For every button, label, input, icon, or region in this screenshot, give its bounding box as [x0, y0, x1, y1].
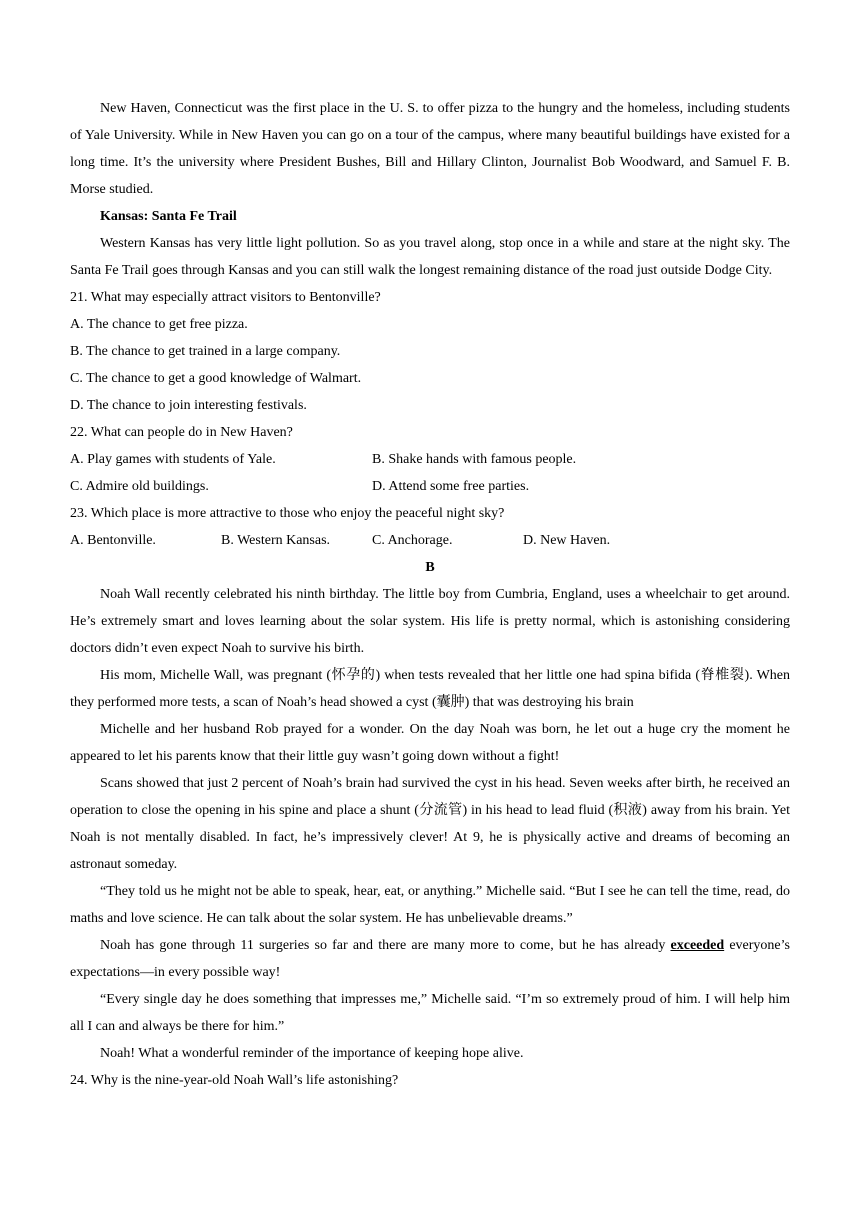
- paragraph-new-haven: New Haven, Connecticut was the first place in the U. S. to offer pizza to the hungry and the homeless, including students of Yale University. While in New Haven you can go on a tour of the campus, where many beautiful buildings have existed for a long time. It’s the university where President Bushes, Bill and Hillary Clinton, Journalist Bob Woodward, and Samuel F. B. Morse studied.: [70, 101, 790, 197]
- paragraph-b-3: Michelle and her husband Rob prayed for a wonder. On the day Noah was born, he let out a huge cry the moment he appeared to let his parents know that their little guy wasn’t going down without a fight!: [70, 722, 790, 764]
- question-22-option-d: D. Attend some free parties.: [372, 479, 530, 494]
- question-23-option-a: A. Bentonville.: [70, 533, 156, 548]
- question-21-option-a: A. The chance to get free pizza.: [70, 317, 248, 332]
- question-23-option-b: B. Western Kansas.: [221, 533, 331, 548]
- paragraph-b-8: Noah! What a wonderful reminder of the importance of keeping hope alive.: [100, 1046, 524, 1061]
- question-22-options-row-2: [70, 473, 790, 500]
- paragraph-b-2: His mom, Michelle Wall, was pregnant (怀孕的) when tests revealed that her little one had spina bifida (脊椎裂). When they performed more tests, a scan of Noah’s head showed a cyst (囊肿) that was destroying his brain: [70, 668, 790, 710]
- paragraph-b-7: “Every single day he does something that impresses me,” Michelle said. “I’m so extremely proud of him. I will help him all I can and always be there for him.”: [70, 992, 790, 1034]
- question-23-option-c: C. Anchorage.: [372, 533, 453, 548]
- question-21-option-d: D. The chance to join interesting festivals.: [70, 398, 307, 413]
- paragraph-b-6-text-after: everyone’s expectations—in every possible way!: [70, 938, 790, 980]
- question-21-option-b: B. The chance to get trained in a large company.: [70, 344, 341, 359]
- paragraph-b-5: “They told us he might not be able to speak, hear, eat, or anything.” Michelle said. “But I see he can tell the time, read, do maths and love science. He can talk about the solar system. He has unbelievable dreams.”: [70, 884, 790, 926]
- paragraph-kansas: Western Kansas has very little light pollution. So as you travel along, stop once in a while and stare at the night sky. The Santa Fe Trail goes through Kansas and you can still walk the longest remaining distance of the road just outside Dodge City.: [70, 236, 790, 278]
- question-23-stem: 23. Which place is more attractive to those who enjoy the peaceful night sky?: [70, 506, 505, 521]
- question-22-option-c: C. Admire old buildings.: [70, 479, 209, 494]
- paragraph-b-4: Scans showed that just 2 percent of Noah’s brain had survived the cyst in his head. Seven weeks after birth, he received an operation to close the opening in his spine and place a shunt (分流管) in his head to lead fluid (积液) away from his brain. Yet Noah is not mentally disabled. In fact, he’s impressively clever! At 9, he is physically active and dreams of becoming an astronaut someday.: [70, 776, 790, 872]
- question-23-option-d: D. New Haven.: [523, 533, 611, 548]
- question-21-stem: 21. What may especially attract visitors to Bentonville?: [70, 290, 381, 305]
- question-22-option-a: A. Play games with students of Yale.: [70, 452, 276, 467]
- document-page: [70, 95, 790, 1094]
- question-22-options-row-1: [70, 446, 790, 473]
- question-22-stem: 22. What can people do in New Haven?: [70, 425, 293, 440]
- section-heading-kansas: Kansas: Santa Fe Trail: [100, 209, 237, 224]
- paragraph-b-6: [70, 932, 790, 986]
- section-title-b: B: [425, 560, 435, 575]
- underlined-word-exceeded: exceeded: [670, 938, 725, 953]
- paragraph-b-1: Noah Wall recently celebrated his ninth birthday. The little boy from Cumbria, England, uses a wheelchair to get around. He’s extremely smart and loves learning about the solar system. His life is pretty normal, which is astonishing considering doctors didn’t even expect Noah to survive his birth.: [70, 587, 790, 656]
- paragraph-b-6-text-before: Noah has gone through 11 surgeries so far and there are many more to come, but he has already: [100, 938, 671, 953]
- question-23-options-row: [70, 527, 790, 554]
- question-24-stem: 24. Why is the nine-year-old Noah Wall’s life astonishing?: [70, 1073, 399, 1088]
- question-21-option-c: C. The chance to get a good knowledge of Walmart.: [70, 371, 362, 386]
- question-22-option-b: B. Shake hands with famous people.: [372, 452, 577, 467]
